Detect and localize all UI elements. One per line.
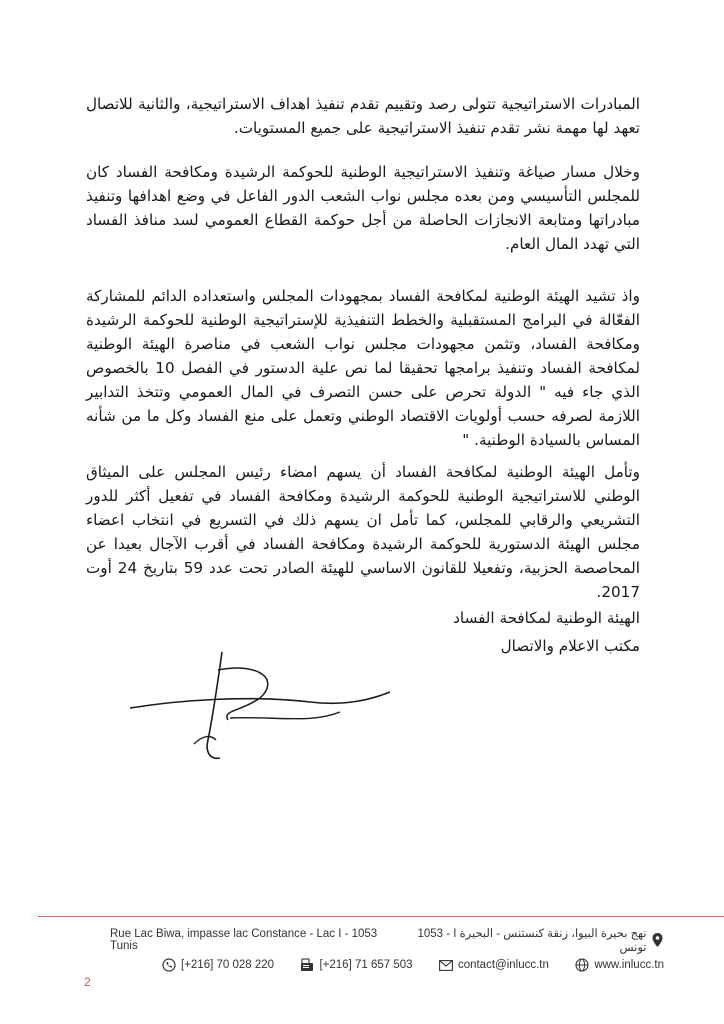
website-url[interactable]: www.inlucc.tn xyxy=(594,959,664,971)
website-item[interactable] xyxy=(575,958,664,972)
location-pin-icon xyxy=(651,933,664,947)
page-number: 2 xyxy=(84,975,91,989)
address-arabic-group xyxy=(397,926,664,954)
phone-number: [+216] 70 028 220 xyxy=(181,959,275,971)
paragraph-strategy-follow-up: المبادرات الاستراتيجية تتولى رصد وتقييم تقدم تنفيذ اهداف الاستراتيجية، والثانية للاتصال تعهد لها مهمة نشر تقدم تنفيذ الاستراتيجية على جميع المستويات. xyxy=(86,95,640,137)
paragraph-parliament-role: وخلال مسار صياغة وتنفيذ الاستراتيجية الوطنية للحوكمة الرشيدة ومكافحة الفساد كان للمجلس التأسيسي ومن بعده مجلس نواب الشعب الدور الفاعل في وضع اهدافها وتنفيذ مبادراتها ومتابعة الانجازات الحاصلة من أجل حوكمة القطاع العمومي لسد منافذ الفساد التي تهدد المال العام. xyxy=(86,163,640,253)
fax-icon xyxy=(300,958,314,972)
handwritten-signature xyxy=(110,640,400,780)
email-item[interactable] xyxy=(439,958,549,972)
paragraph-commission-hopes: وتأمل الهيئة الوطنية لمكافحة الفساد أن يسهم امضاء رئيس المجلس على الميثاق الوطني للاستراتيجية الوطنية للحوكمة الرشيدة ومكافحة الفساد في تفعيل أكثر للدور التشريعي والرقابي للمجلس، كما تأمل ان يسهم ذلك في التسريع في انتخاب اعضاء مجلس الهيئة الدستورية للحوكمة الرشيدة ومكافحة الفساد في أقرب الآجال بعيدا عن المحاصصة الحزبية، وتفعيلا للقانون الاساسي للهيئة الصادر تحت عدد 59 بتاريخ 24 أوت 2017. xyxy=(86,463,640,601)
fax-item xyxy=(300,958,412,972)
address-arabic: نهج بحيرة البيوا، زنقة كنستنس - البحيرة ا - 1053 تونس xyxy=(417,928,647,954)
email-address[interactable]: contact@inlucc.tn xyxy=(457,959,549,971)
phone-item xyxy=(162,958,274,972)
globe-icon xyxy=(575,958,589,972)
address-french: Rue Lac Biwa, impasse lac Constance - Lac I - 1053 Tunis xyxy=(110,928,378,952)
fax-number: [+216] 71 657 503 xyxy=(319,959,413,971)
footer-divider xyxy=(38,916,724,917)
paragraph-commission-praise: واذ تشيد الهيئة الوطنية لمكافحة الفساد بمجهودات المجلس واستعداده الدائم للمشاركة الفعّالة في البرامج المستقبلية والخطط التنفيذية للإستراتيجية الوطنية للحوكمة الرشيدة ومكافحة الفساد، وتثمن مجهودات مجلس نواب الشعب في مناصرة الهيئة الوطنية لمكافحة الفساد وتنفيذ برامجها تحقيقا لما نص علية الدستور في الفصل 10 بالخصوص الذي جاء فيه " الدولة تحرص على حسن التصرف في المال العمومي وتتخذ التدابير اللازمة لصرفه حسب أولويات الاقتصاد الوطني وتعمل على منع الفساد وكل ما من شأنه المساس بالسيادة الوطنية. " xyxy=(86,287,640,449)
footer-contact-row xyxy=(162,955,664,975)
footer-address-row xyxy=(110,928,664,954)
phone-icon xyxy=(162,958,176,972)
signature-organization: الهيئة الوطنية لمكافحة الفساد xyxy=(453,609,640,627)
signature-office: مكتب الاعلام والاتصال xyxy=(500,637,640,655)
envelope-icon xyxy=(439,958,453,972)
